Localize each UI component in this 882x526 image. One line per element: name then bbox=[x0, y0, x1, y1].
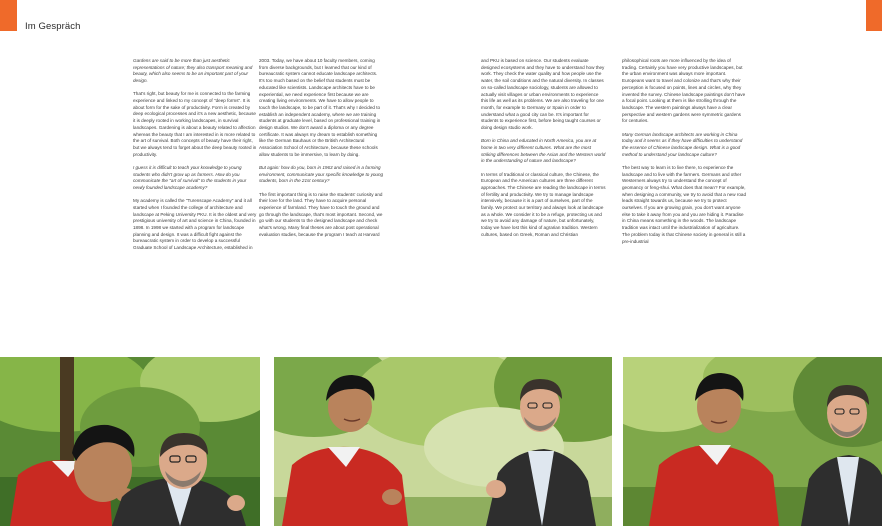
paragraph: But again: how do you, born in 1963 and raised in a farming environment, communicate your specific knowledge to young students, born in the 21st century? bbox=[259, 165, 384, 184]
paragraph: The first important thing is to raise the students' curiosity and their love for the land. They have to acquire personal experience of farmland. They have to touch the ground and go through the landscape, that's most important. Second, we go with our students to the designed landscape and check what's wrong. Many final theses are about post operational evaluation studies, because the program I teach at Harvard bbox=[259, 191, 383, 237]
paragraph: The best way to learn is to live there, to experience the landscape and to live with the farmers. Germans and other Westerners always try to understand the concept of geomancy or feng-shui. What does that mean? For example, when designing a community, we try to avoid that a new road leads straight towards us, because we try to protect ourselves. If you are growing grain, you don't want anyone else to take it away from you and you are hiding it. Paradise in China means something in the woods. The landscape tradition was intact until the industrialization of agriculture. The problem today is that Chinese society in general is still a pre-industrial bbox=[622, 164, 747, 244]
paragraph: Gardens are said to be more than just aesthetic representations of nature; they also transport meaning and beauty, which also seems to be an important part of your design. bbox=[133, 58, 253, 84]
paragraph: 2003. Today, we have about 10 faculty members, coming from diverse backgrounds, but I learned that our kind of bureaucratic system cannot educate landscape architects. It's too much based on the belief that students must be educated like scientists. Landscape architects have to be experiential, we need experience first because we are creating living environments. We have to allow people to touch the landscape, to be part of it. That's why I decided to establish an independent academy, where we are training students at graduate level, based on professional training in design studios. We don't award a diploma or any degree certificate. It was always my dream to establish something like the German Bauhaus or the British Architectural Association School of Architecture, because these schools allow students to be immersive, to learn by doing. bbox=[259, 58, 381, 157]
paragraph: Born in China and educated in North America, you are at home in two very different cultures. What are the most striking differences between the Asian and the Western world in the understanding of nature and landscape? bbox=[481, 138, 606, 164]
accent-tab-right bbox=[866, 0, 882, 31]
paragraph: Many German landscape architects are working in China today and it seems as if they have difficulties to understand the essence of Chinese landscape design. What is a good method to understand your landscape culture? bbox=[622, 131, 743, 157]
paragraph: In terms of traditional or classical culture, the Chinese, the European and the American cultures are three different approaches. The Chinese are reading the landscape in terms of fertility and productivity. We try to manage landscape intensively, because it is a part of ourselves, part of the family. We protect our territory and always look at landscape as a whole. We consider it to be a refuge, protecting us and we try to avoid any damage of nature, but unfortunately, today we have lost this kind of agrarian tradition. Western cultures, based on Greek, Roman and Christian bbox=[481, 171, 606, 237]
text-column-2 bbox=[259, 58, 384, 245]
text-column-1 bbox=[133, 58, 258, 258]
text-column-4 bbox=[622, 58, 747, 252]
paragraph: I guess it is difficult to teach your knowledge to young students who didn't grow up as farmers. How do you communicate the "art of survival" to the students in your newly founded landscape academy? bbox=[133, 164, 247, 190]
paragraph: and PKU is based on science. Our students evaluate designed ecosystems and they have to understand how they work. They check the water quality and how people use the water, the soil conditions and the natural diversity. In classes on so-called landscape sociology, students are allowed to actually visit villages or urban environments to experience this life as well as its problems. We are also traveling for one month, for example to Germany or Spain in order to understand what a good city can be. It's important for students to experience first, before being taught courses or doing design studio work. bbox=[481, 58, 605, 131]
paragraph: My academy is called the "Turenscape Academy" and it all started when I founded the college of architecture and landscape at Peking University PKU. It is the oldest and very prestigious university of art and science in China, founded in 1898. In 1998 we started with a program for landscape planning and design. It was a difficult fight against the bureaucratic system in order to develop a successful Graduate School of Landscape Architecture, established in bbox=[133, 198, 257, 251]
interview-photo-3 bbox=[623, 357, 882, 526]
interview-photo-1 bbox=[0, 357, 260, 526]
paragraph: philosophical roots are more influenced by the idea of trading. Certainly you have very productive landscapes, but the urban environment was always more important. Europeans want to travel and colonize and that's why their perception is focused on points, lines and circles, why they invented the survey. Chinese landscape paintings don't have a focal point. Looking at them is like strolling through the landscape. The western paintings always have a clear perspective and western gardens were symmetric gardens for centuries. bbox=[622, 58, 746, 124]
text-column-3 bbox=[481, 58, 606, 245]
interview-photo-2 bbox=[274, 357, 612, 526]
paragraph: That's right, but beauty for me is connected to the farming experience and linked to my concept of "deep forms". It is about form for the sake of productivity. Form is created by deep ecological processes and it's a new aesthetic, because it is deeply rooted in working landscapes, in survival landscapes. Gardening is about a beauty related to affection whereas the beauty that I am interested in is more related to the art of survival. Both concepts of beauty have their right, but we always tend to forget about the deep beauty rooted in productivity. bbox=[133, 91, 257, 157]
section-label: Im Gespräch bbox=[25, 21, 81, 32]
accent-tab-left bbox=[0, 0, 17, 31]
